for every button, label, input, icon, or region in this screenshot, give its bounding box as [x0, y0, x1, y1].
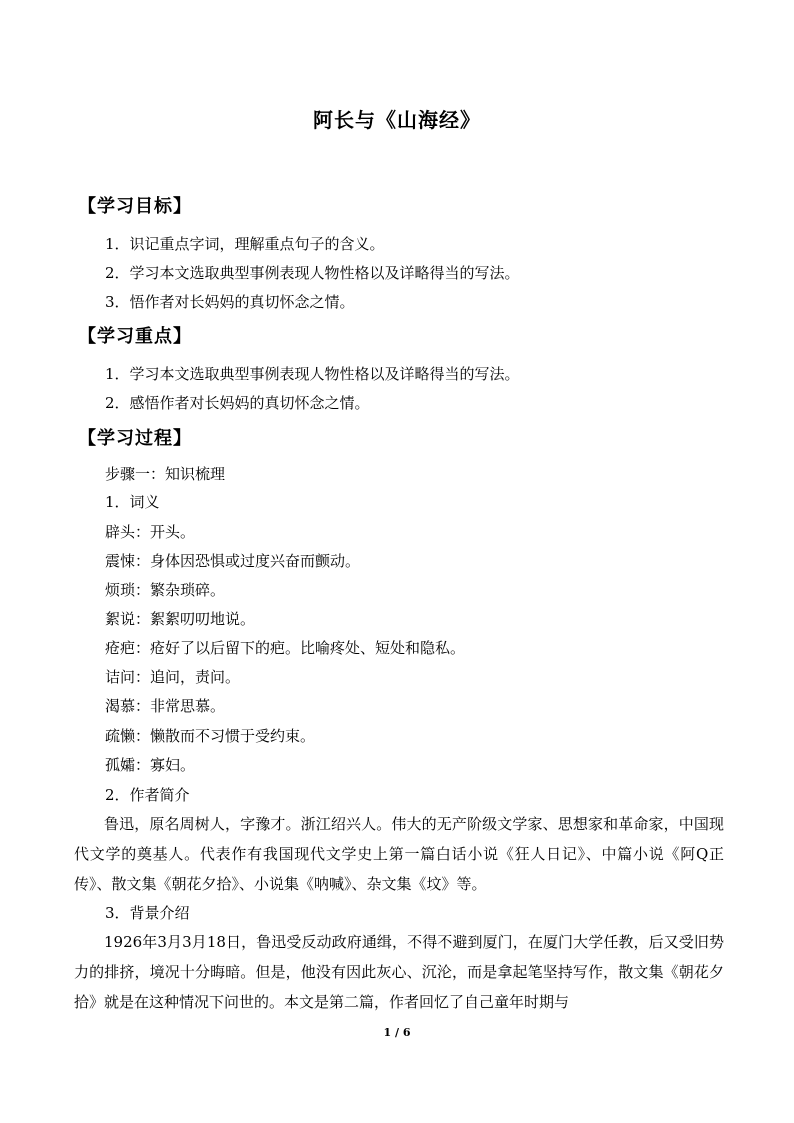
step-one-label: 步骤一：知识梳理: [105, 465, 226, 483]
vocab-item: 震悚：身体因恐惧或过度兴奋而颤动。: [105, 552, 361, 570]
vocab-heading: 1．词义: [105, 493, 160, 511]
document-title: 阿长与《山海经》: [313, 108, 481, 132]
goal-item: 3．悟作者对长妈妈的真切怀念之情。: [105, 293, 355, 311]
page-number: 1 / 6: [383, 1026, 411, 1039]
vocab-item: 烦琐：繁杂琐碎。: [105, 581, 226, 599]
author-heading: 2．作者简介: [105, 786, 190, 804]
focus-item: 1．学习本文选取典型事例表现人物性格以及详略得当的写法。: [105, 365, 520, 383]
author-paragraph: 鲁迅，原名周树人，字豫才。浙江绍兴人。伟大的无产阶级文学家、思想家和革命家，中国现代文学的奠基人。代表作有我国现代文学史上第一篇白话小说《狂人日记》、中篇小说《阿Q正传》、散文集《朝花夕拾》、小说集《呐喊》、杂文集《坟》等。: [74, 815, 724, 893]
background-heading: 3．背景介绍: [105, 904, 190, 922]
background-paragraph: 1926年3月3月18日，鲁迅受反动政府通缉，不得不避到厦门，在厦门大学任教，后又受旧势力的排挤，境况十分晦暗。但是，他没有因此灰心、沉沦，而是拿起笔坚持写作，散文集《朝花夕拾》就是在这种情况下问世的。本文是第二篇，作者回忆了自己童年时期与: [74, 933, 724, 1011]
goal-item: 2．学习本文选取典型事例表现人物性格以及详略得当的写法。: [105, 264, 520, 282]
goal-item: 1．识记重点字词，理解重点句子的含义。: [105, 235, 385, 253]
focus-item: 2．感悟作者对长妈妈的真切怀念之情。: [105, 394, 370, 412]
vocab-item: 辟头：开头。: [105, 523, 196, 541]
goals-heading: 【学习目标】: [78, 196, 192, 217]
vocab-item: 诘问：追问，责问。: [105, 668, 241, 686]
vocab-item: 渴慕：非常思慕。: [105, 697, 226, 715]
focus-heading: 【学习重点】: [78, 326, 192, 347]
vocab-item: 疮疤：疮好了以后留下的疤。比喻疼处、短处和隐私。: [105, 639, 466, 657]
vocab-item: 疏懒：懒散而不习惯于受约束。: [105, 727, 316, 745]
vocab-item: 孤孀：寡妇。: [105, 756, 196, 774]
vocab-item: 絮说：絮絮叨叨地说。: [105, 610, 256, 628]
process-heading: 【学习过程】: [78, 428, 192, 449]
